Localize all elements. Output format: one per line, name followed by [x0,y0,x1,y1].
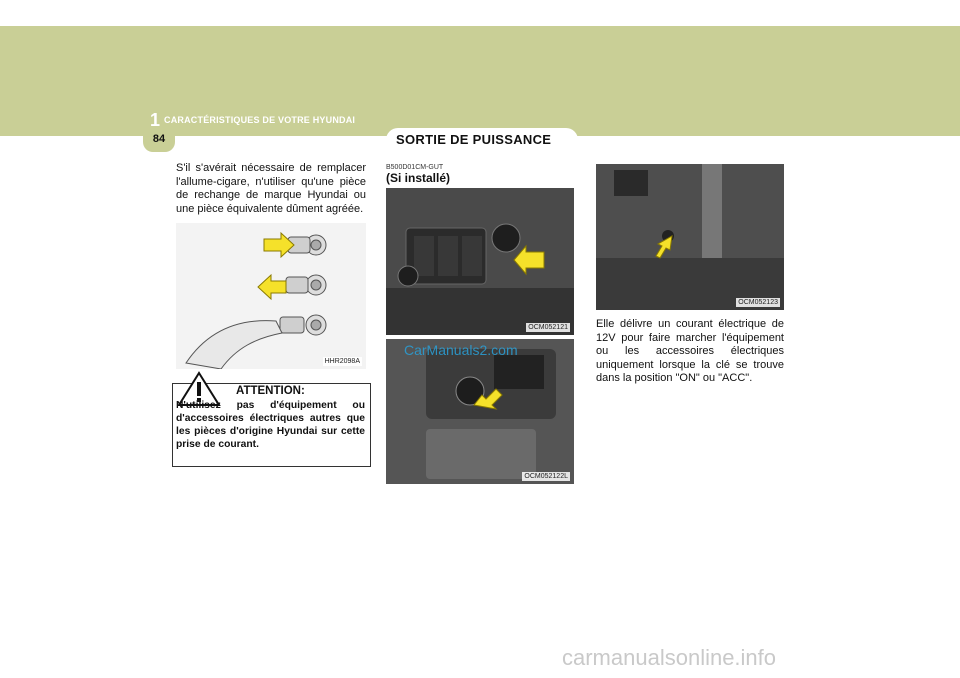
section-code: B500D01CM-GUT [386,164,444,171]
chapter-title: CARACTÉRISTIQUES DE VOTRE HYUNDAI [164,115,356,125]
attention-title: ATTENTION: [236,385,305,397]
watermark-site2: carmanualsonline.info [562,645,777,670]
chapter-number: 1 [150,110,161,130]
cigar-lighter-illustration [176,223,366,369]
watermark-site1: CarManuals2.com [404,342,518,358]
page-number: 84 [143,130,175,152]
description-text: Elle délivre un courant électrique de 12V pour faire marcher l'équipement ou les accessoires électriques uniquement lorsque la clé se trouve dans la position "ON" ou "ACC". [596,318,784,384]
power-outlet-photo-1 [386,188,574,335]
attention-text: N'utilisez pas d'équipement ou d'accessoires électriques autres que les pièces d'origine Hyundai sur cette prise de courant. [176,400,365,450]
power-outlet-photo-2 [386,339,574,484]
intro-text: S'il s'avérait nécessaire de remplacer l'allume-cigare, n'utiliser qu'une pièce de rechange de marque Hyundai ou une pièce équivalente dûment agréée. [176,162,366,215]
image-caption: HHR2098A [324,358,360,365]
section-title: SORTIE DE PUISSANCE [396,132,552,147]
image-caption: OCM052123 [738,299,778,306]
image-caption: OCM052121 [528,324,568,331]
image-caption: OCM052122L [524,473,568,480]
power-outlet-photo-3 [596,164,784,310]
header-band [0,26,960,136]
subheading: (Si installé) [386,171,451,185]
